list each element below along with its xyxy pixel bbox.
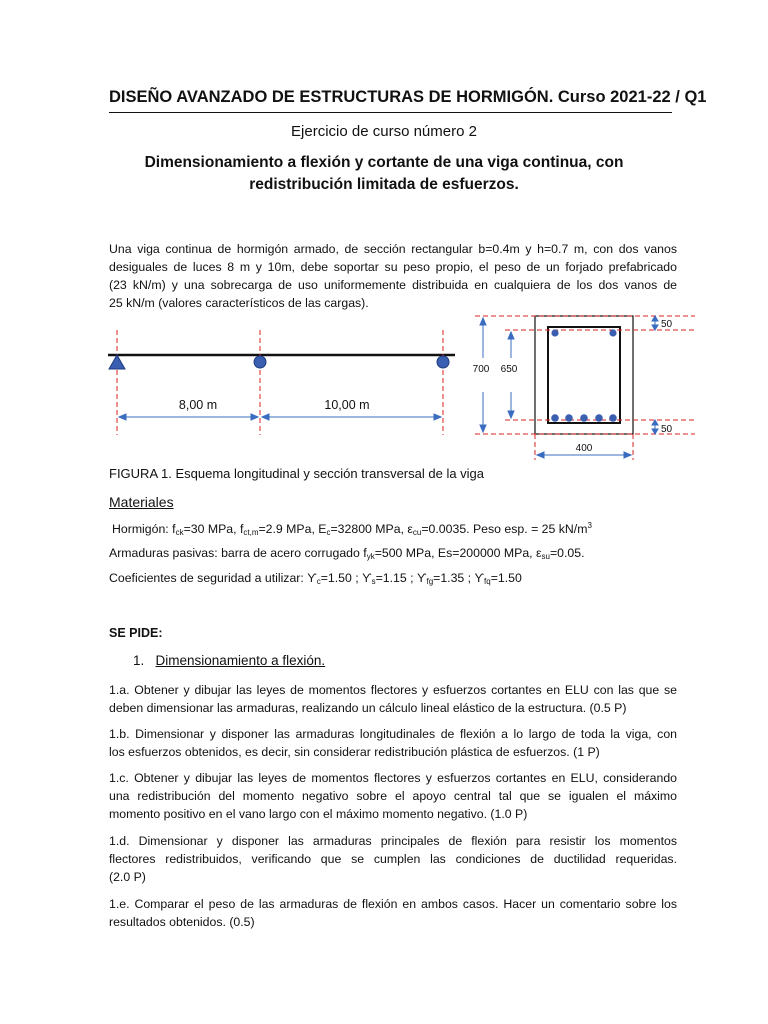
task-1b: 1.b. Dimensionar y disponer las armaduras longitudinales de flexión a lo largo de toda la viga, con los esfuerzos obtenidos, es decir, sin considerar redistribución plástica de esfuerzos. (1 P) bbox=[109, 727, 677, 759]
span-1-label: 8,00 m bbox=[178, 398, 218, 412]
task-1a: 1.a. Obtener y dibujar las leyes de momentos flectores y esfuerzos cortantes en ELU con las que se deben dimensionar las armaduras, realizando un cálculo lineal elástico de la estructura. (0.5 P) bbox=[109, 683, 677, 715]
subtitle-line-2: redistribución limitada de esfuerzos. bbox=[249, 176, 519, 193]
tasks-heading: SE PIDE: bbox=[109, 626, 163, 640]
rebar-bottom-5 bbox=[609, 414, 617, 422]
intro-line-4: 25 kN/m (valores característicos de las cargas). bbox=[109, 296, 369, 310]
dim-top-cover-label: 50 bbox=[661, 319, 673, 330]
reference-lines bbox=[472, 316, 695, 460]
rebar-bottom-2 bbox=[565, 414, 573, 422]
span-dimension-arrows bbox=[119, 414, 441, 420]
section-dimension-arrows bbox=[480, 316, 658, 458]
stirrup bbox=[548, 327, 620, 423]
concrete-properties: Hormigón: $f_{ck}=30$ MPa, $f_{ct,m}=2.9$ MPa, $E_c=32800$ MPa, $\varepsilon_{cu}=0.0035$. Peso esp. = 25 $kN/m^3$ bbox=[112, 521, 592, 538]
rebar-bottom-3 bbox=[580, 414, 588, 422]
span-2-label: 10,00 m bbox=[324, 398, 370, 412]
task-1d: 1.d. Dimensionar y disponer las armaduras principales de flexión para resistir los momentos flectores redistribuidos, verificando que se cumplen las condiciones de ductilidad requeridas. (2.0 P) bbox=[109, 834, 677, 884]
subtitle-line-1: Dimensionamiento a flexión y cortante de una viga continua, con bbox=[144, 154, 624, 171]
task-1e: 1.e. Comparar el peso de las armaduras de flexión en ambos casos. Hacer un comentario sobre los resultados obtenidos. (0.5) bbox=[109, 897, 677, 929]
beam-longitudinal-scheme bbox=[100, 310, 470, 440]
task-1-heading: 1. Dimensionamiento a flexión. bbox=[133, 653, 326, 668]
rebar-bottom-1 bbox=[551, 414, 559, 422]
dim-height-label: 700 bbox=[472, 364, 490, 375]
figure-caption: FIGURA 1. Esquema longitudinal y sección transversal de la viga bbox=[109, 466, 485, 481]
document-title: DISEÑO AVANZADO DE ESTRUCTURAS DE HORMIGÓN. Curso 2021-22 / Q1 bbox=[109, 88, 707, 106]
pinned-support-icon bbox=[109, 355, 125, 369]
dim-bottom-cover-label: 50 bbox=[661, 424, 673, 435]
exercise-subtitle bbox=[120, 152, 648, 196]
title-underline bbox=[109, 112, 672, 113]
exercise-number: Ejercicio de curso número 2 bbox=[291, 123, 477, 140]
rebar-bottom-4 bbox=[595, 414, 603, 422]
intro-paragraph bbox=[109, 240, 677, 312]
roller-support-center-icon bbox=[254, 356, 266, 368]
safety-coefficients: Coeficientes de seguridad a utilizar: $ϒ_c=1.50$ ; $ϒ_s=1.15$ ; $ϒ_{fg}=1.35$ ; $ϒ_{fq}=1.50$ bbox=[109, 571, 522, 586]
materials-title: Materiales bbox=[109, 494, 174, 510]
rebar-top-left bbox=[551, 329, 558, 336]
dim-width-label: 400 bbox=[575, 443, 593, 454]
intro-line-2: desiguales de luces 8 m y 10m, debe soportar su peso propio, el peso de un forjado prefabricado bbox=[109, 260, 677, 274]
intro-line-3: (23 kN/m) y una sobrecarga de uso uniformemente distribuida en cualquiera de los dos vanos de bbox=[109, 278, 677, 292]
beam-cross-section bbox=[465, 310, 705, 460]
roller-support-right-icon bbox=[437, 356, 449, 368]
task-1c: 1.c. Obtener y dibujar las leyes de momentos flectores y esfuerzos cortantes en ELU, considerando una redistribución del momento negativo sobre el apoyo central tal que se igualen el máximo momento positivo en el vano largo con el máximo momento negativo. (1.0 P) bbox=[109, 771, 677, 821]
intro-line-1: Una viga continua de hormigón armado, de sección rectangular b=0.4m y h=0.7 m, con dos vanos bbox=[109, 242, 677, 256]
dim-effective-depth-label: 650 bbox=[500, 364, 518, 375]
steel-properties: Armaduras pasivas: barra de acero corrugado $f_{yk}=500$ MPa, Es=200000 MPa, $\varepsilon_{su}=0.05$. bbox=[109, 546, 585, 561]
rebar-top-right bbox=[609, 329, 616, 336]
